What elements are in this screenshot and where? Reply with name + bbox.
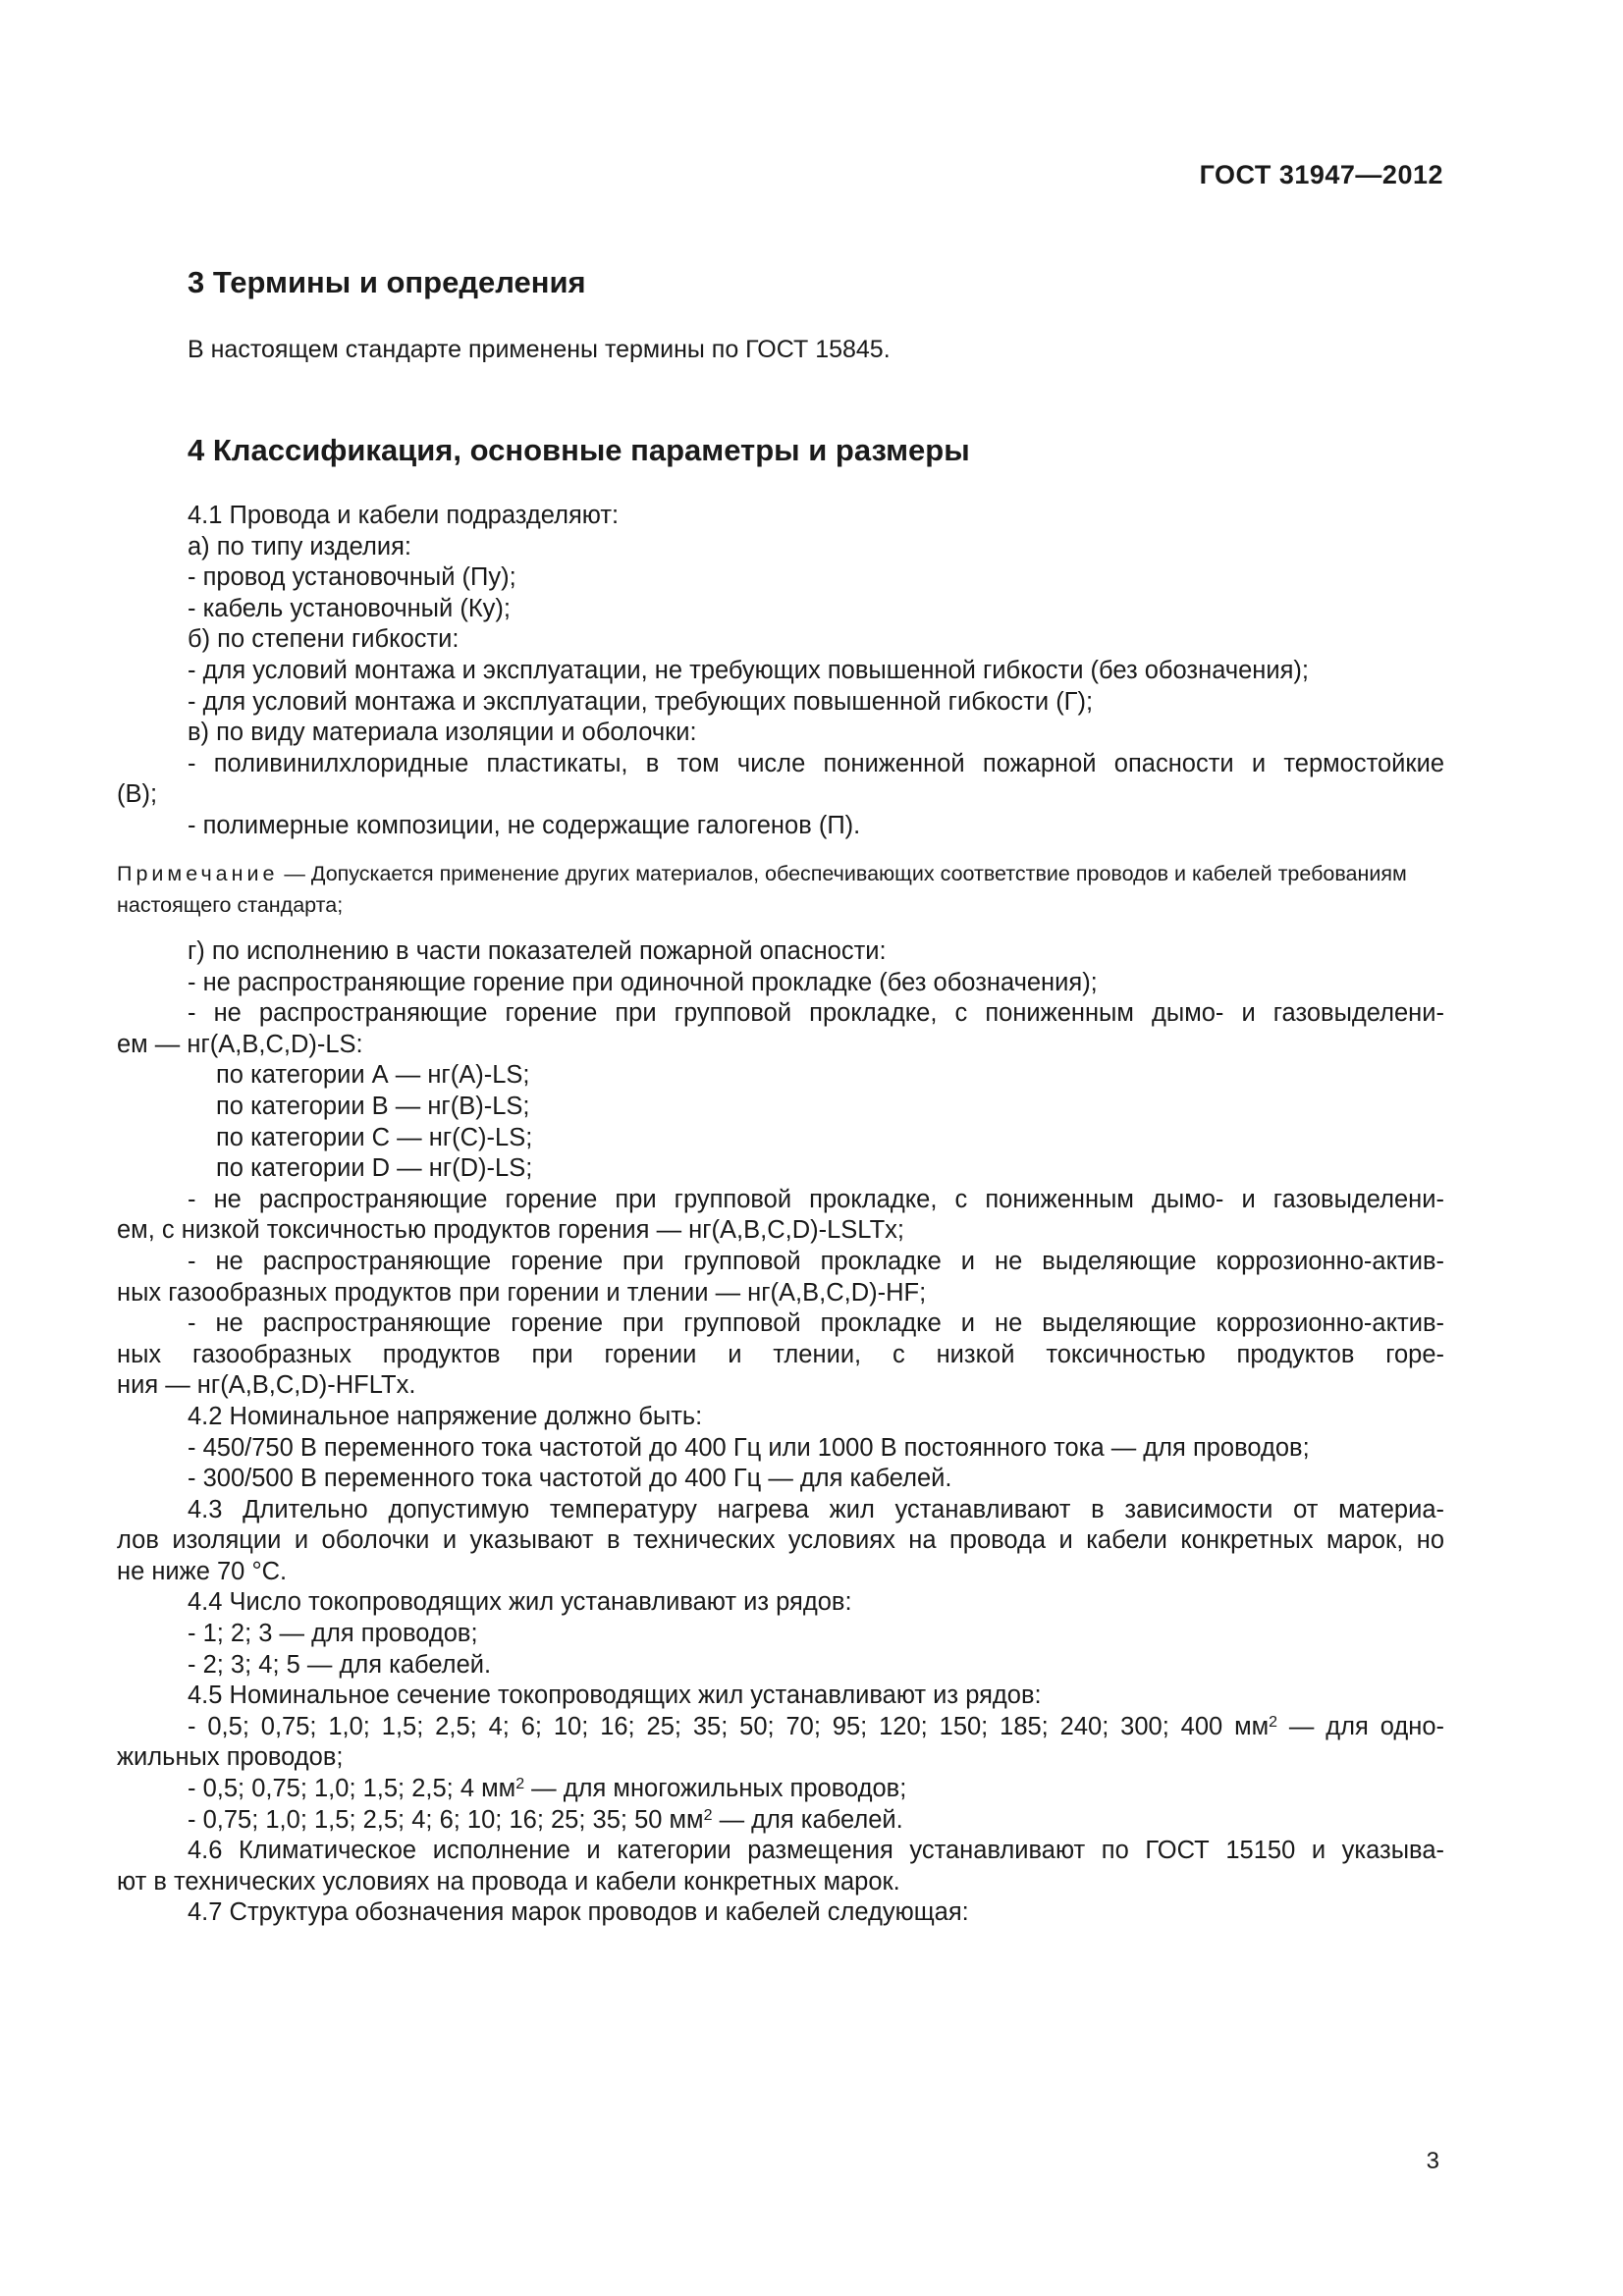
list-item-text: - 0,5; 0,75; 1,0; 1,5; 2,5; 4; 6; 10; 16; 25; 35; 50; 70; 95; 120; 150; 185; 240; 300; 400 мм	[188, 1712, 1270, 1740]
list-item-continuation: (В);	[117, 780, 158, 809]
paragraph-line: ют в технических условиях на провода и кабели конкретных марок.	[117, 1867, 900, 1896]
note-label: Примечание	[117, 862, 279, 885]
paragraph-line: 4.4 Число токопроводящих жил устанавливают из рядов:	[188, 1588, 852, 1617]
superscript: 2	[515, 1776, 525, 1793]
list-item-continuation: ем, с низкой токсичностью продуктов горения — нг(A,B,C,D)-LSLTx;	[117, 1216, 905, 1245]
list-item: - провод установочный (Пу);	[188, 563, 516, 592]
list-item-continuation: жильных проводов;	[117, 1743, 344, 1772]
list-item-text: — для кабелей.	[712, 1805, 903, 1834]
paragraph-line: б) по степени гибкости:	[188, 625, 460, 654]
list-item-continuation: ния — нг(A,B,C,D)-HFLTx.	[117, 1371, 416, 1400]
paragraph-line: 4.2 Номинальное напряжение должно быть:	[188, 1402, 703, 1430]
list-item: - 450/750 В переменного тока частотой до 400 Гц или 1000 В постоянного тока — для проводов;	[188, 1433, 1310, 1462]
list-item-continuation: ем — нг(A,B,C,D)-LS:	[117, 1030, 363, 1058]
category-item: по категории С — нг(С)-LS;	[216, 1123, 533, 1151]
list-item: - 300/500 В переменного тока частотой до 400 Гц — для кабелей.	[188, 1465, 952, 1493]
paragraph-line: а) по типу изделия:	[188, 532, 412, 561]
paragraph-line: 4.6 Климатическое исполнение и категории размещения устанавливают по ГОСТ 15150 и указыва-	[188, 1837, 1444, 1865]
section-4-1-block	[117, 501, 1444, 842]
list-item-text: - 0,75; 1,0; 1,5; 2,5; 4; 6; 10; 16; 25; 35; 50 мм	[188, 1805, 704, 1834]
paragraph-line: 4.5 Номинальное сечение токопроводящих жил устанавливают из рядов:	[188, 1682, 1042, 1710]
paragraph-line: 4.3 Длительно допустимую температуру нагрева жил устанавливают в зависимости от материа-	[188, 1495, 1444, 1523]
list-item: - поливинилхлоридные пластикаты, в том числе пониженной пожарной опасности и термостойкие	[188, 749, 1444, 777]
category-item: по категории D — нг(D)-LS;	[216, 1154, 533, 1183]
paragraph-line: 4.7 Структура обозначения марок проводов и кабелей следующая:	[188, 1898, 969, 1927]
section-4-heading: 4 Классификация, основные параметры и размеры	[188, 433, 970, 467]
list-item-text: — для одно-	[1277, 1712, 1444, 1740]
category-item: по категории А — нг(А)-LS;	[216, 1061, 530, 1090]
list-item: - не распространяющие горение при групповой прокладке, с пониженным дымо- и газовыделени-	[188, 999, 1444, 1028]
list-item: - не распространяющие горение при групповой прокладке, с пониженным дымо- и газовыделени-	[188, 1185, 1444, 1213]
list-item: - 2; 3; 4; 5 — для кабелей.	[188, 1650, 492, 1679]
document-id: ГОСТ 31947—2012	[1199, 160, 1443, 189]
section-4-continued-block	[117, 936, 1444, 1929]
list-item: - для условий монтажа и эксплуатации, требующих повышенной гибкости (Г);	[188, 687, 1094, 716]
list-item-text: - 0,5; 0,75; 1,0; 1,5; 2,5; 4 мм	[188, 1775, 516, 1803]
list-item: - кабель установочный (Ку);	[188, 594, 512, 622]
superscript: 2	[1269, 1713, 1278, 1731]
list-item: - не распространяющие горение при групповой прокладке и не выделяющие коррозионно-актив-	[188, 1309, 1444, 1338]
note	[117, 858, 1444, 921]
section-3-text: В настоящем стандарте применены термины по ГОСТ 15845.	[188, 336, 891, 363]
list-item: - 1; 2; 3 — для проводов;	[188, 1620, 478, 1648]
category-item: по категории В — нг(В)-LS;	[216, 1092, 530, 1120]
list-item-text: — для многожильных проводов;	[524, 1775, 907, 1803]
list-item: - не распространяющие горение при одиночной прокладке (без обозначения);	[188, 968, 1098, 996]
section-3-heading: 3 Термины и определения	[188, 265, 586, 299]
list-item-continuation: ных газообразных продуктов при горении и тлении, с низкой токсичностью продуктов горе-	[117, 1340, 1444, 1368]
list-item-continuation: ных газообразных продуктов при горении и тлении — нг(A,B,C,D)-HF;	[117, 1278, 927, 1307]
list-item: - для условий монтажа и эксплуатации, не требующих повышенной гибкости (без обозначения);	[188, 656, 1310, 684]
page-number: 3	[1426, 2148, 1439, 2174]
paragraph-line: г) по исполнению в части показателей пожарной опасности:	[188, 937, 887, 965]
list-item: - полимерные композиции, не содержащие галогенов (П).	[188, 811, 861, 839]
paragraph-line: не ниже 70 °С.	[117, 1557, 288, 1585]
list-item	[117, 1805, 1444, 1837]
list-item: - не распространяющие горение при групповой прокладке и не выделяющие коррозионно-актив-	[188, 1247, 1444, 1275]
paragraph-line: лов изоляции и оболочки и указывают в технических условиях на провода и кабели конкретных марок, но	[117, 1526, 1444, 1555]
list-item	[117, 1774, 1444, 1805]
list-item	[117, 1712, 1444, 1743]
superscript: 2	[703, 1806, 713, 1824]
paragraph-line: в) по виду материала изоляции и оболочки:	[188, 719, 697, 747]
note-text: — Допускается применение других материалов, обеспечивающих соответствие проводов и кабелей требованиям настоящего стандарта;	[117, 862, 1407, 917]
paragraph-line: 4.1 Провода и кабели подразделяют:	[188, 502, 620, 529]
